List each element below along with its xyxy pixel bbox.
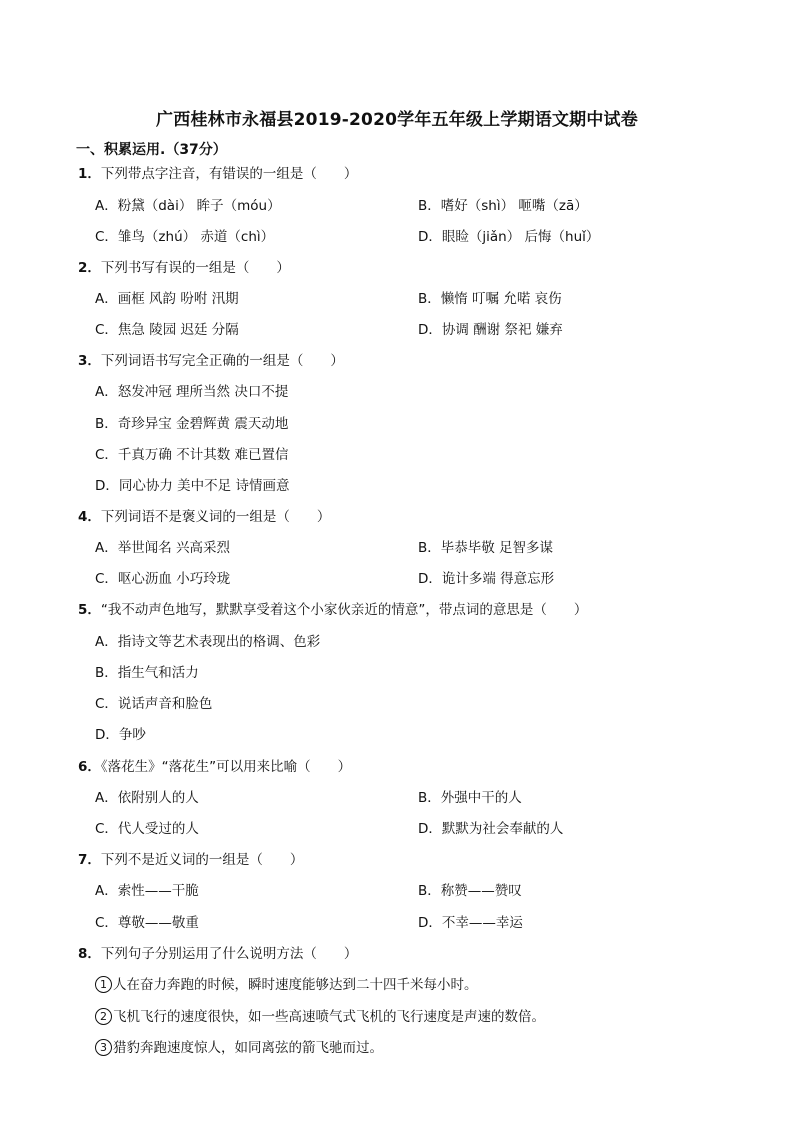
question-stem: “我不动声色地写，默默享受着这个小家伙亲近的情意”，带点词的意思是（ ） xyxy=(100,602,588,618)
option-a: A．索性——干脆 xyxy=(95,883,199,899)
question-stem: 下列词语不是褒义词的一组是（ ） xyxy=(100,509,331,525)
option-c: C．雏鸟（zhú） 赤道（chì） xyxy=(95,229,275,245)
question-6: 6．《落花生》“落花生”可以用来比喻（ ） xyxy=(78,759,352,775)
option-c: C．千真万确 不计其数 难已置信 xyxy=(95,447,289,463)
option-c: C．说话声音和脸色 xyxy=(95,696,213,712)
sentence-3: 3 猎豹奔跑速度惊人，如同离弦的箭飞驰而过。 xyxy=(95,1038,383,1058)
circled-number: 3 xyxy=(95,1039,112,1056)
option-b: B．懒惰 叮嘱 允喏 哀伤 xyxy=(418,291,562,307)
option-c: C．焦急 陵园 迟廷 分隔 xyxy=(95,322,239,338)
option-d: D．争吵 xyxy=(95,727,146,743)
question-5: 5．“我不动声色地写，默默享受着这个小家伙亲近的情意”，带点词的意思是（ ） xyxy=(78,602,588,618)
question-stem: 《落花生》“落花生”可以用来比喻（ ） xyxy=(100,759,352,775)
sentence-2: 2 飞机飞行的速度很快，如一些高速喷气式飞机的飞行速度是声速的数倍。 xyxy=(95,1007,545,1027)
option-a: A．依附别人的人 xyxy=(95,790,199,806)
option-b: B．奇珍异宝 金碧辉黄 震天动地 xyxy=(95,416,289,432)
option-b: B．称赞——赞叹 xyxy=(418,883,522,899)
question-stem: 下列书写有误的一组是（ ） xyxy=(100,260,290,276)
option-d: D．不幸——幸运 xyxy=(418,915,523,931)
option-b: B．指生气和活力 xyxy=(95,665,199,681)
option-a: A．画框 风韵 吩咐 汛期 xyxy=(95,291,239,307)
option-a: A．粉黛（dài） 眸子（móu） xyxy=(95,198,281,214)
section-heading: 一、积累运用.（37分） xyxy=(76,142,227,158)
question-4: 4．下列词语不是褒义词的一组是（ ） xyxy=(78,509,331,525)
question-stem: 下列词语书写完全正确的一组是（ ） xyxy=(100,353,344,369)
option-c: C．尊敬——敬重 xyxy=(95,915,199,931)
question-stem: 下列带点字注音，有错误的一组是（ ） xyxy=(100,166,358,182)
question-stem: 下列不是近义词的一组是（ ） xyxy=(100,852,304,868)
option-a: A．指诗文等艺术表现出的格调、色彩 xyxy=(95,634,321,650)
option-c: C．呕心沥血 小巧玲珑 xyxy=(95,571,231,587)
circled-number: 2 xyxy=(95,1008,112,1025)
question-2: 2．下列书写有误的一组是（ ） xyxy=(78,260,290,276)
option-d: D．协调 酬谢 祭祀 嫌弃 xyxy=(418,322,563,338)
option-b: B．嗜好（shì） 咂嘴（zā） xyxy=(418,198,588,214)
question-stem: 下列句子分别运用了什么说明方法（ ） xyxy=(100,946,358,962)
option-b: B．外强中干的人 xyxy=(418,790,522,806)
question-1: 1．下列带点字注音，有错误的一组是（ ） xyxy=(78,166,358,182)
option-d: D．默默为社会奉献的人 xyxy=(418,821,564,837)
option-d: D．同心协力 美中不足 诗情画意 xyxy=(95,478,290,494)
option-b: B．毕恭毕敬 足智多谋 xyxy=(418,540,554,556)
circled-number: 1 xyxy=(95,976,112,993)
sentence-1: 1 人在奋力奔跑的时候，瞬时速度能够达到二十四千米每小时。 xyxy=(95,975,478,995)
page-title: 广西桂林市永福县2019-2020学年五年级上学期语文期中试卷 xyxy=(156,110,638,130)
option-c: C．代人受过的人 xyxy=(95,821,199,837)
option-d: D．诡计多端 得意忘形 xyxy=(418,571,555,587)
question-8: 8．下列句子分别运用了什么说明方法（ ） xyxy=(78,946,358,962)
question-7: 7．下列不是近义词的一组是（ ） xyxy=(78,852,304,868)
question-3: 3．下列词语书写完全正确的一组是（ ） xyxy=(78,353,344,369)
option-a: A．举世闻名 兴高采烈 xyxy=(95,540,231,556)
option-a: A．怒发冲冠 理所当然 决口不提 xyxy=(95,384,289,400)
option-d: D．眼睑（jiǎn） 后悔（huǐ） xyxy=(418,229,600,245)
